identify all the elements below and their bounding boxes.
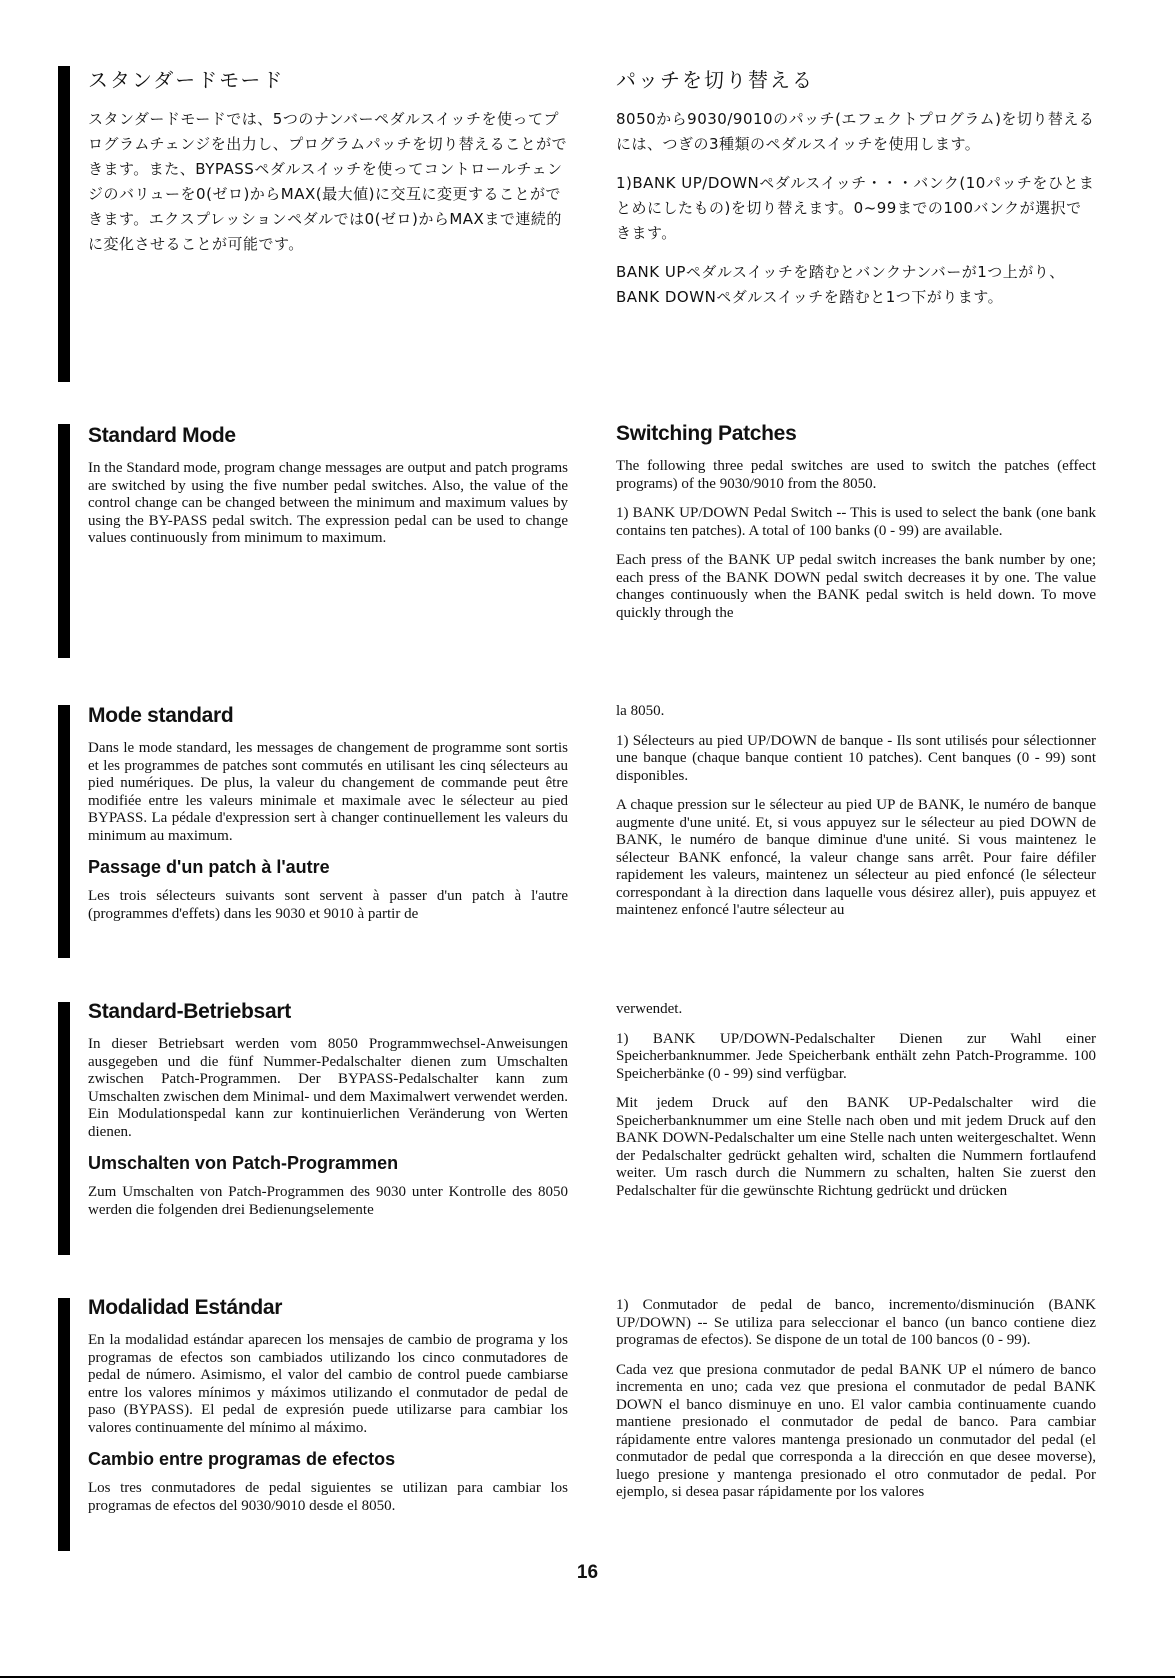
japanese-left-column: [88, 64, 568, 271]
german-left-heading: Standard-Betriebsart: [88, 1000, 291, 1023]
english-right-column: [616, 422, 1096, 634]
french-left-heading: Mode standard: [88, 704, 234, 727]
english-right-paragraph-1: The following three pedal switches are used to switch the patches (effect programs) of the 9030/9010 from the 8050.: [616, 458, 1096, 492]
bottom-rule: [0, 1676, 1175, 1678]
section-marker-french: [58, 705, 70, 958]
french-left-paragraph-2: Les trois sélecteurs suivants sont servent à passer d'un patch à l'autre (programmes d'effets) dans les 9030 et 9010 à partir de: [88, 888, 568, 922]
french-left-subheading: Passage d'un patch à l'autre: [88, 857, 330, 877]
spanish-right-paragraph-2: Cada vez que presiona conmutador de pedal BANK UP el número de banco incrementa en uno; cada vez que presiona el conmutador de pedal BANK DOWN el banco disminuye en uno. El valor cambia continuamente cuando mantiene presionado el conmutador de pedal de banco. Para cambiar rápidamente entre valores mantenga presionado un conmutador del pedal (el conmutador de pedal que corresponda a la dirección en que desee moverse), luego presione y mantenga presionado el otro conmutador de pedal. Por ejemplo, si desea pasar rápidamente por los valores: [616, 1361, 1096, 1500]
english-right-heading: Switching Patches: [616, 422, 797, 445]
spanish-left-heading: Modalidad Estándar: [88, 1296, 283, 1319]
french-right-paragraph-2: 1) Sélecteurs au pied UP/DOWN de banque - Ils sont utilisés pour sélectionner une banque (chaque banque contient 10 patches). Cent banques (0 - 99) sont disponibles.: [616, 732, 1096, 784]
japanese-left-title: スタンダードモード: [88, 68, 285, 92]
german-right-paragraph-1: verwendet.: [616, 1001, 683, 1017]
english-left-heading: Standard Mode: [88, 424, 236, 447]
japanese-right-paragraph-1: 8050から9030/9010のパッチ(エフェクトプログラム)を切り替えるには、つぎの3種類のペダルスイッチを使用します。: [616, 110, 1095, 153]
japanese-right-title: パッチを切り替える: [616, 68, 814, 92]
german-right-paragraph-3: Mit jedem Druck auf den BANK UP-Pedalschalter wird die Speicherbanknummer um eine Stelle nach oben und mit jedem Druck auf den BANK DOWN-Pedalschalter um eine Stelle nach unten weitergeschaltet. Wenn der Pedalschalter gedrückt gehalten wird, schalten die Nummern fortlaufend weiter. Um rasch durch die Nummern zu schalten, halten Sie zuerst den Pedalschalter für die gewünschte Richtung gedrückt und drücken: [616, 1095, 1096, 1199]
german-left-paragraph-1: In dieser Betriebsart werden vom 8050 Programmwechsel-Anweisungen ausgegeben und die fünf Nummer-Pedalschalter dienen zum Umschalten zwischen Patch-Programmen. Der BYPASS-Pedalschalter kann zum Umschalten zwischen dem Minimal- und dem Maximalwert verwendet werden. Ein Modulationspedal kann zur kontinuierlichen Veränderung von Werten dienen.: [88, 1036, 568, 1140]
german-left-subheading: Umschalten von Patch-Programmen: [88, 1153, 399, 1173]
spanish-right-column: [616, 1297, 1096, 1514]
section-marker-japanese: [58, 66, 70, 382]
german-left-column: [88, 1000, 568, 1231]
english-right-paragraph-3: Each press of the BANK UP pedal switch increases the bank number by one; each press of the BANK DOWN pedal switch decreases it by one. The value changes continuously when the BANK pedal switch is held down. To move quickly through the: [616, 552, 1096, 621]
french-left-paragraph-1: Dans le mode standard, les messages de changement de programme sont sortis et les programmes de patches sont commutés en utilisant les cinq sélecteurs au pied numériques. De plus, la valeur du changement de commande peut être modifiée entre les valeurs minimale et maximale avec le sélecteur au pied BYPASS. La pédale d'expression sert à changer continuellement les valeurs du minimum au maximum.: [88, 740, 568, 844]
japanese-right-paragraph-2: BANK UPペダルスイッチを踏むとバンクナンバーが1つ上がり、BANK DOWNペダルスイッチを踏むと1つ下がります。: [616, 263, 1065, 306]
japanese-right-item-1: 1)BANK UP/DOWNペダルスイッチ・・・バンク(10パッチをひとまとめにしたもの)を切り替えます。0~99までの100バンクが選択できます。: [616, 174, 1095, 242]
section-marker-german: [58, 1002, 70, 1255]
section-marker-spanish: [58, 1298, 70, 1551]
japanese-right-column: [616, 64, 1096, 324]
french-right-paragraph-3: A chaque pression sur le sélecteur au pied UP de BANK, le numéro de banque augmente d'une unité. Et, si vous appuyez sur le sélecteur au pied DOWN de BANK, le numéro de banque diminue d'une unité. Si vous maintenez le sélecteur BANK enfoncé, la valeur change sans arrêt. Pour faire défiler rapidement les valeurs, maintenez un sélecteur au pied enfoncé (le sélecteur correspondant à la direction dans laquelle vous désirez aller), puis appuyez et maintenez enfoncé l'autre sélecteur au: [616, 797, 1096, 918]
spanish-left-paragraph-1: En la modalidad estándar aparecen los mensajes de cambio de programa y los programas de efectos son cambiados utilizando los cinco conmutadores de pedal de número. Asimismo, el valor del cambio de control puede cambiarse entre los valores mínimos y máximos utilizando el conmutador de pedal de paso (BYPASS). El pedal de expresión puede utilizarse para cambiar los valores continuamente del mínimo al máximo.: [88, 1332, 568, 1436]
english-left-column: [88, 424, 568, 560]
english-right-paragraph-2: 1) BANK UP/DOWN Pedal Switch -- This is used to select the bank (one bank contains ten patches). A total of 100 banks (0 - 99) are available.: [616, 505, 1096, 539]
german-right-column: [616, 1001, 1096, 1212]
german-left-paragraph-2: Zum Umschalten von Patch-Programmen des 9030 unter Kontrolle des 8050 werden die folgenden drei Bedienungselemente: [88, 1184, 568, 1218]
spanish-right-paragraph-1: 1) Conmutador de pedal de banco, incremento/disminución (BANK UP/DOWN) -- Se utiliza para seleccionar el banco (un banco contiene diez programas de efectos). Se dispone de un total de 100 bancos (0 - 99).: [616, 1297, 1096, 1348]
spanish-left-subheading: Cambio entre programas de efectos: [88, 1449, 396, 1469]
english-left-paragraph: In the Standard mode, program change messages are output and patch programs are switched by using the five number pedal switches. Also, the value of the control change can be changed between the minimum and maximum values by using the BY-PASS pedal switch. The expression pedal can be used to change values continuously from minimum to maximum.: [88, 460, 568, 546]
french-right-column: [616, 703, 1096, 932]
spanish-left-column: [88, 1296, 568, 1527]
german-right-paragraph-2: 1) BANK UP/DOWN-Pedalschalter Dienen zur Wahl einer Speicherbanknummer. Jede Speicherbank enthält zehn Patch-Programme. 100 Speicherbänke (0 - 99) sind verfügbar.: [616, 1030, 1096, 1082]
spanish-left-paragraph-2: Los tres conmutadores de pedal siguientes se utilizan para cambiar los programas de efectos del 9030/9010 desde el 8050.: [88, 1480, 568, 1514]
french-right-paragraph-1: la 8050.: [616, 703, 665, 719]
section-marker-english: [58, 424, 70, 658]
japanese-left-paragraph: スタンダードモードでは、5つのナンバーペダルスイッチを使ってプログラムチェンジを出力し、プログラムパッチを切り替えることができます。また、BYPASSペダルスイッチを使ってコントロールチェンジのバリューを0(ゼロ)からMAX(最大値)に交互に変更することができます。エクスプレッションペダルでは0(ゼロ)からMAXまで連続的に変化させることが可能です。: [88, 110, 568, 253]
french-left-column: [88, 704, 568, 935]
page-number: 16: [576, 1562, 599, 1583]
